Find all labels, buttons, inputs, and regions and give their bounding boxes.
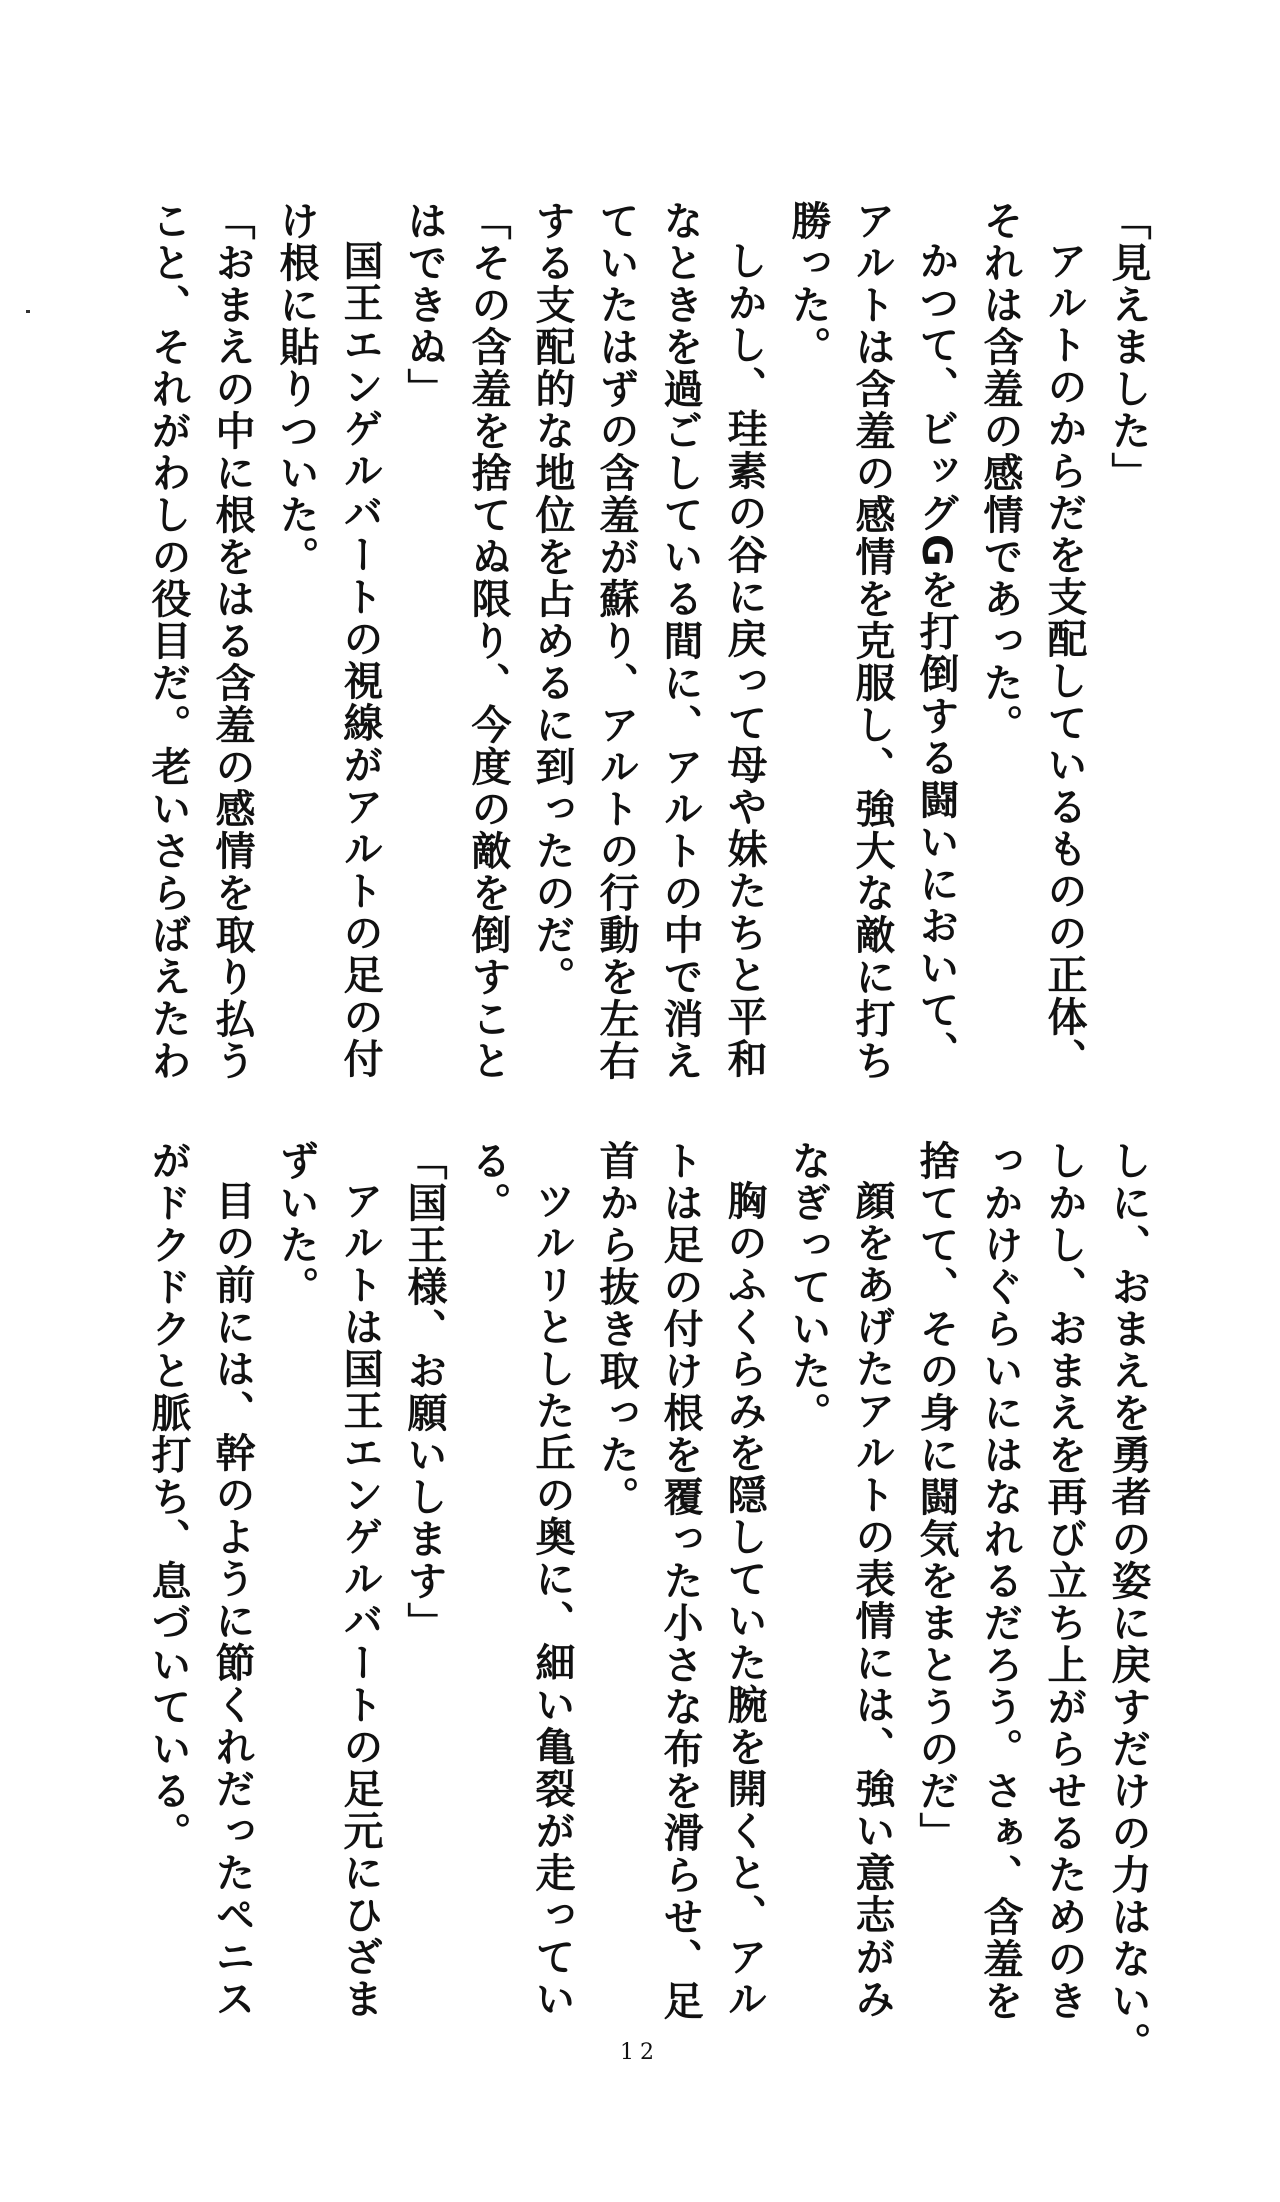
text-line: っかけぐらいにはなれるだろう。さぁ、含羞を: [977, 1140, 1023, 2022]
text-line: 胸のふくらみを隠していた腕を開くと、アル: [721, 1180, 767, 2020]
text-line: がドクドクと脈打ち、息づいている。: [145, 1140, 191, 1854]
text-line: 「おまえの中に根をはる含羞の感情を取り払う: [209, 200, 255, 1082]
text-line: しかし、おまえを再び立ち上がらせるためのき: [1041, 1140, 1087, 2022]
upper-text-section: [100, 200, 1160, 1100]
text-line: 捨てて、その身に闘気をまとうのだ」: [913, 1140, 959, 1854]
text-line: け根に貼りついた。: [273, 200, 319, 578]
text-line: する支配的な地位を占めるに到ったのだ。: [529, 200, 575, 998]
text-line: はできぬ」: [401, 200, 447, 410]
text-line: なときを過ごしている間に、アルトの中で消え: [657, 200, 703, 1082]
text-line: しに、おまえを勇者の姿に戻すだけの力はない。: [1105, 1140, 1151, 2064]
text-line: しかし、珪素の谷に戻って母や妹たちと平和: [721, 240, 767, 1080]
text-line: それは含羞の感情であった。: [977, 200, 1023, 746]
text-line: 国王エンゲルバートの視線がアルトの足の付: [337, 240, 383, 1080]
text-line: 勝った。: [785, 200, 831, 368]
text-line: 「国王様、お願いします」: [401, 1140, 447, 1644]
text-line: 目の前には、幹のように節くれだったペニス: [209, 1180, 255, 2020]
text-line: ツルリとした丘の奥に、細い亀裂が走ってい: [529, 1180, 575, 2020]
scan-speck: [26, 310, 30, 313]
text-line: かつて、ビッグGを打倒する闘いにおいて、: [913, 240, 959, 1073]
text-line: 「見えました」: [1105, 200, 1151, 494]
text-line: 「その含羞を捨てぬ限り、今度の敵を倒すこと: [465, 200, 511, 1082]
page-number: 12: [620, 2040, 660, 2065]
text-line: ずいた。: [273, 1140, 319, 1308]
text-line: 顔をあげたアルトの表情には、強い意志がみ: [849, 1180, 895, 2020]
text-line: ていたはずの含羞が蘇り、アルトの行動を左右: [593, 200, 639, 1082]
text-line: アルトは国王エンゲルバートの足元にひざま: [337, 1180, 383, 2020]
text-line: なぎっていた。: [785, 1140, 831, 1434]
text-line: 首から抜き取った。: [593, 1140, 639, 1518]
text-line: こと、それがわしの役目だ。老いさらばえたわ: [145, 200, 191, 1082]
text-line: る。: [465, 1140, 511, 1224]
text-line: アルトのからだを支配しているものの正体、: [1041, 240, 1087, 1080]
text-line: トは足の付け根を覆った小さな布を滑らせ、足: [657, 1140, 703, 2022]
text-line: アルトは含羞の感情を克服し、強大な敵に打ち: [849, 200, 895, 1082]
